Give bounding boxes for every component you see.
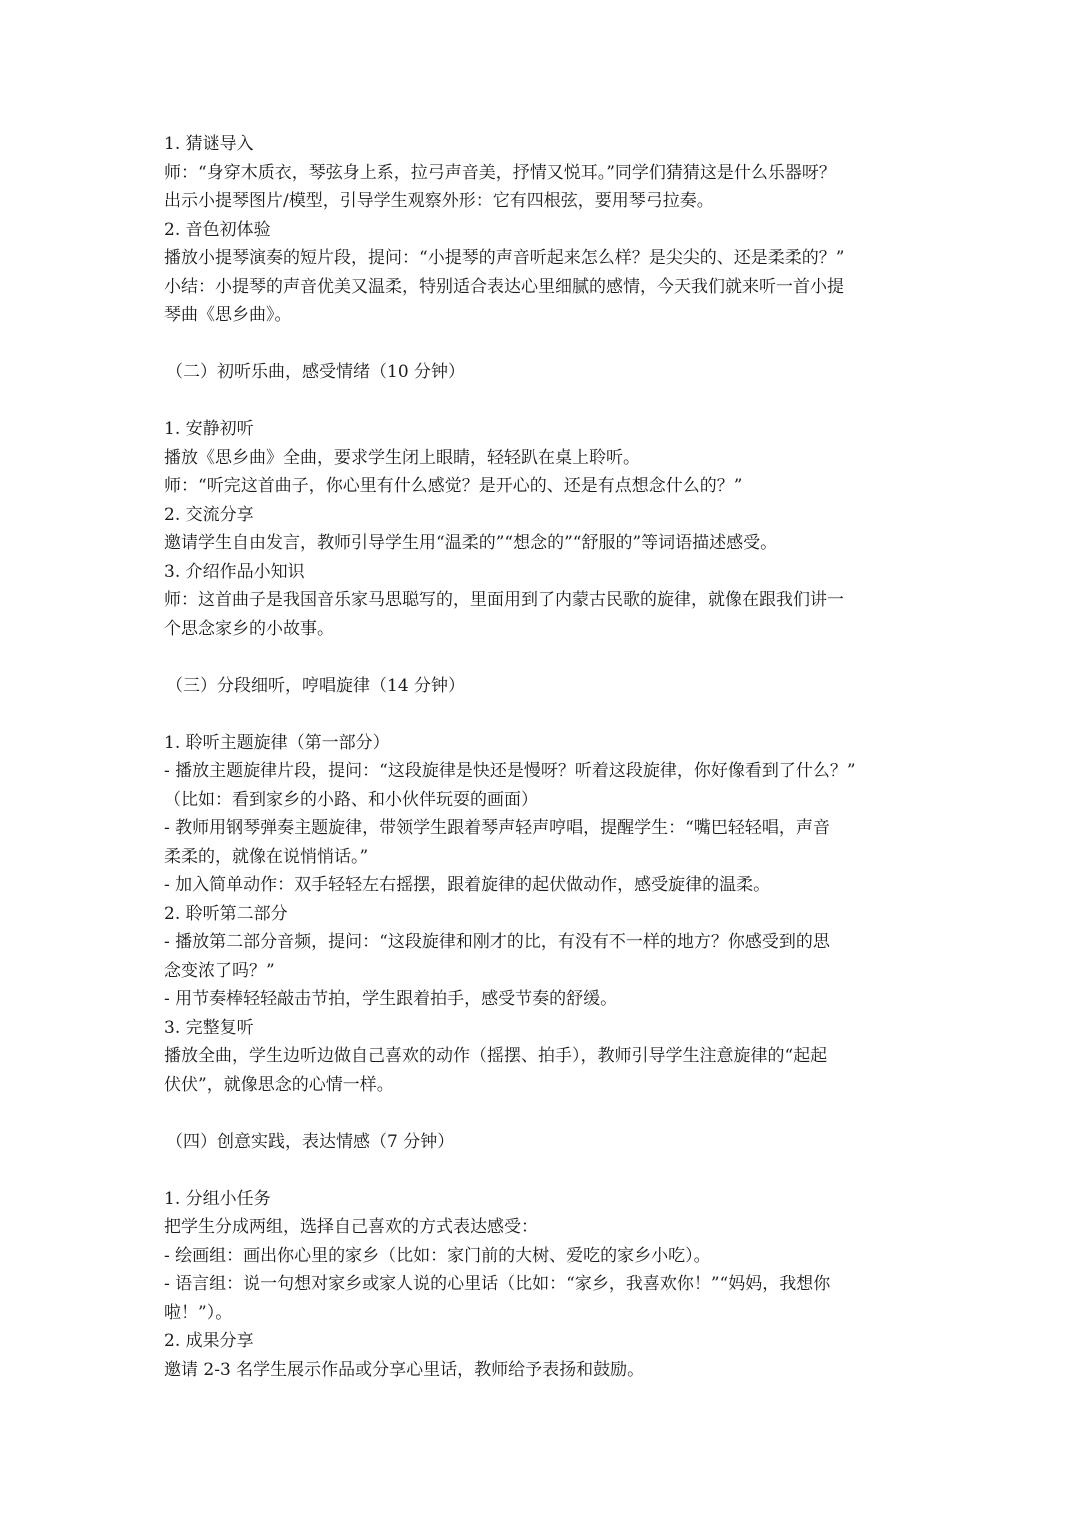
section4-item2-line-1: 邀请 2-3 名学生展示作品或分享心里话，教师给予表扬和鼓励。 [164, 1359, 645, 1380]
spacer [164, 1156, 924, 1185]
section2-item3-line-1: 师：这首曲子是我国音乐家马思聪写的，里面用到了内蒙古民歌的旋律，就像在跟我们讲一 [164, 590, 844, 610]
section4-item1-line-2: - 绘画组：画出你心里的家乡（比如：家门前的大树、爱吃的家乡小吃）。 [164, 1245, 711, 1266]
section4-heading: （四）创意实践，表达情感（7 分钟） [166, 1131, 455, 1152]
section2-item1-line-1: 播放《思乡曲》全曲，要求学生闭上眼睛，轻轻趴在桌上聆听。 [164, 447, 640, 468]
document-page [164, 130, 924, 1384]
section3-item1-line-5: - 加入简单动作：双手轻轻左右摇摆，跟着旋律的起伏做动作，感受旋律的温柔。 [164, 875, 771, 895]
intro-item2-line-2: 小结：小提琴的声音优美又温柔，特别适合表达心里细腻的感情，今天我们就来听一首小提 [164, 276, 844, 297]
section2-item3-title: 3. 介绍作品小知识 [164, 561, 305, 582]
intro-item1-line-2: 出示小提琴图片/模型，引导学生观察外形：它有四根弦，要用琴弓拉奏。 [164, 191, 714, 211]
intro-item2-line-3: 琴曲《思乡曲》。 [164, 305, 292, 325]
intro-item2-title: 2. 音色初体验 [164, 219, 271, 240]
section2-item1-title: 1. 安静初听 [164, 419, 254, 439]
section2-item2-title: 2. 交流分享 [164, 504, 254, 525]
section4-item2-title: 2. 成果分享 [164, 1331, 254, 1351]
section2-item2-line-1: 邀请学生自由发言，教师引导学生用“温柔的”“想念的”“舒服的”等词语描述感受。 [164, 533, 778, 553]
section2-item1-line-2: 师：“听完这首曲子，你心里有什么感觉？是开心的、还是有点想念什么的？” [164, 476, 743, 496]
section3-item2-title: 2. 聆听第二部分 [164, 903, 288, 924]
section3-item1-line-1: - 播放主题旋律片段，提问：“这段旋律是快还是慢呀？听着这段旋律，你好像看到了什么？” [164, 761, 856, 781]
spacer [164, 643, 924, 672]
section3-item2-line-1: - 播放第二部分音频，提问：“这段旋律和刚才的比，有没有不一样的地方？你感受到的思 [164, 932, 830, 952]
spacer [164, 1099, 924, 1128]
section3-item1-line-4: 柔柔的，就像在说悄悄话。” [164, 846, 369, 867]
intro-item1-line-1: 师：“身穿木质衣，琴弦身上系，拉弓声音美，抒情又悦耳。”同学们猜猜这是什么乐器呀？ [164, 162, 836, 183]
spacer [164, 330, 924, 359]
section3-item1-title: 1. 聆听主题旋律（第一部分） [164, 732, 390, 753]
section4-item1-line-4: 啦！”）。 [164, 1302, 233, 1323]
section3-item2-line-2: 念变浓了吗？” [164, 960, 275, 981]
section3-item3-line-2: 伏伏”，就像思念的心情一样。 [164, 1074, 394, 1095]
spacer [164, 700, 924, 729]
section4-item1-line-1: 把学生分成两组，选择自己喜欢的方式表达感受： [164, 1217, 538, 1237]
spacer [164, 387, 924, 416]
intro-item2-line-1: 播放小提琴演奏的短片段，提问：“小提琴的声音听起来怎么样？是尖尖的、还是柔柔的？” [164, 248, 845, 268]
section4-item1-line-3: - 语言组：说一句想对家乡或家人说的心里话（比如：“家乡，我喜欢你！”“妈妈，我想你 [164, 1274, 831, 1294]
intro-item1-title: 1. 猜谜导入 [164, 134, 254, 154]
section3-item1-line-2: （比如：看到家乡的小路、和小伙伴玩耍的画面） [164, 789, 538, 810]
section3-item3-title: 3. 完整复听 [164, 1017, 254, 1038]
section4-item1-title: 1. 分组小任务 [164, 1188, 271, 1209]
section3-heading: （三）分段细听，哼唱旋律（14 分钟） [166, 675, 466, 696]
section2-item3-line-2: 个思念家乡的小故事。 [164, 618, 334, 639]
section2-heading: （二）初听乐曲，感受情绪（10 分钟） [166, 362, 466, 382]
section3-item3-line-1: 播放全曲，学生边听边做自己喜欢的动作（摇摆、拍手），教师引导学生注意旋律的“起起 [164, 1046, 828, 1066]
section3-item2-line-3: - 用节奏棒轻轻敲击节拍，学生跟着拍手，感受节奏的舒缓。 [164, 989, 618, 1009]
section3-item1-line-3: - 教师用钢琴弹奏主题旋律，带领学生跟着琴声轻声哼唱，提醒学生：“嘴巴轻轻唱，声音 [164, 818, 830, 838]
